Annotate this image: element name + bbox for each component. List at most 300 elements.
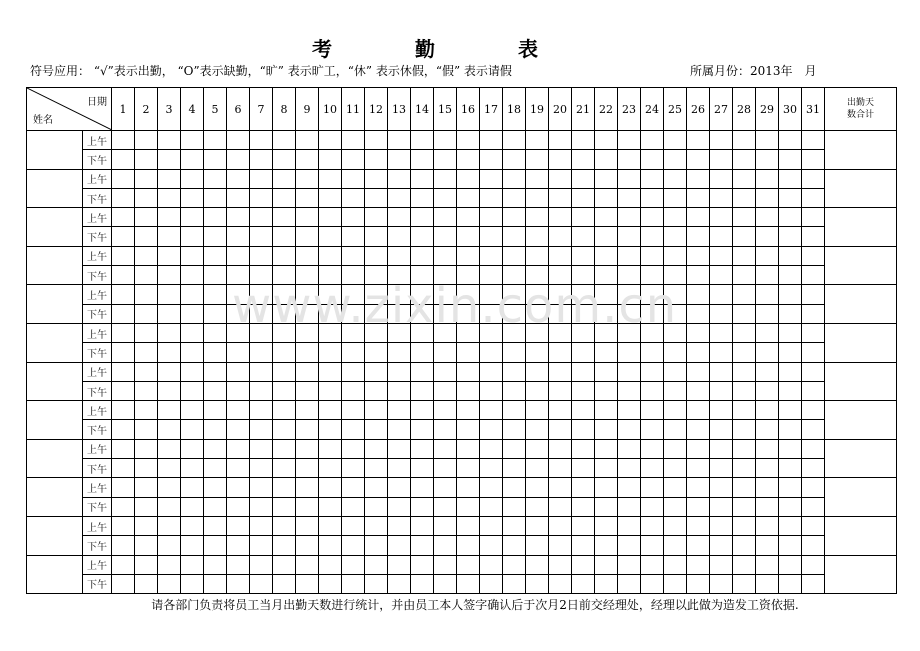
attendance-cell[interactable] (388, 536, 411, 555)
attendance-cell[interactable] (181, 420, 204, 439)
attendance-cell[interactable] (457, 343, 480, 362)
attendance-cell[interactable] (710, 497, 733, 516)
attendance-cell[interactable] (457, 516, 480, 535)
attendance-cell[interactable] (365, 439, 388, 458)
attendance-cell[interactable] (434, 439, 457, 458)
attendance-cell[interactable] (802, 150, 825, 169)
attendance-cell[interactable] (802, 574, 825, 593)
attendance-cell[interactable] (457, 323, 480, 342)
attendance-cell[interactable] (710, 266, 733, 285)
attendance-cell[interactable] (158, 304, 181, 323)
attendance-cell[interactable] (204, 246, 227, 265)
attendance-cell[interactable] (779, 304, 802, 323)
attendance-cell[interactable] (273, 555, 296, 574)
attendance-cell[interactable] (227, 439, 250, 458)
attendance-cell[interactable] (388, 420, 411, 439)
attendance-cell[interactable] (664, 555, 687, 574)
attendance-cell[interactable] (549, 574, 572, 593)
attendance-cell[interactable] (342, 343, 365, 362)
attendance-cell[interactable] (204, 343, 227, 362)
attendance-cell[interactable] (572, 439, 595, 458)
attendance-cell[interactable] (618, 150, 641, 169)
attendance-cell[interactable] (572, 304, 595, 323)
attendance-cell[interactable] (250, 169, 273, 188)
attendance-cell[interactable] (572, 208, 595, 227)
attendance-cell[interactable] (319, 323, 342, 342)
attendance-cell[interactable] (618, 478, 641, 497)
attendance-cell[interactable] (480, 516, 503, 535)
attendance-cell[interactable] (572, 266, 595, 285)
attendance-cell[interactable] (549, 401, 572, 420)
attendance-cell[interactable] (779, 150, 802, 169)
attendance-cell[interactable] (664, 323, 687, 342)
attendance-cell[interactable] (296, 381, 319, 400)
attendance-cell[interactable] (457, 401, 480, 420)
attendance-cell[interactable] (779, 381, 802, 400)
attendance-cell[interactable] (227, 188, 250, 207)
attendance-cell[interactable] (434, 459, 457, 478)
attendance-cell[interactable] (342, 246, 365, 265)
attendance-cell[interactable] (227, 381, 250, 400)
attendance-cell[interactable] (687, 169, 710, 188)
attendance-cell[interactable] (342, 150, 365, 169)
attendance-cell[interactable] (779, 131, 802, 150)
attendance-cell[interactable] (733, 478, 756, 497)
attendance-cell[interactable] (595, 208, 618, 227)
attendance-cell[interactable] (710, 246, 733, 265)
attendance-cell[interactable] (779, 188, 802, 207)
attendance-cell[interactable] (204, 266, 227, 285)
attendance-cell[interactable] (572, 497, 595, 516)
attendance-cell[interactable] (250, 381, 273, 400)
attendance-cell[interactable] (641, 188, 664, 207)
attendance-cell[interactable] (756, 362, 779, 381)
attendance-cell[interactable] (526, 285, 549, 304)
attendance-cell[interactable] (434, 150, 457, 169)
attendance-cell[interactable] (756, 420, 779, 439)
attendance-cell[interactable] (687, 266, 710, 285)
attendance-cell[interactable] (549, 246, 572, 265)
attendance-cell[interactable] (135, 420, 158, 439)
attendance-cell[interactable] (434, 188, 457, 207)
attendance-cell[interactable] (526, 459, 549, 478)
attendance-cell[interactable] (549, 323, 572, 342)
attendance-cell[interactable] (342, 169, 365, 188)
attendance-cell[interactable] (204, 208, 227, 227)
employee-name-cell[interactable] (27, 401, 83, 440)
attendance-cell[interactable] (388, 574, 411, 593)
attendance-cell[interactable] (595, 169, 618, 188)
attendance-cell[interactable] (227, 131, 250, 150)
attendance-cell[interactable] (319, 266, 342, 285)
attendance-cell[interactable] (664, 266, 687, 285)
attendance-cell[interactable] (388, 208, 411, 227)
attendance-cell[interactable] (549, 516, 572, 535)
attendance-cell[interactable] (319, 478, 342, 497)
attendance-cell[interactable] (411, 516, 434, 535)
employee-name-cell[interactable] (27, 362, 83, 401)
attendance-cell[interactable] (549, 150, 572, 169)
attendance-cell[interactable] (756, 381, 779, 400)
attendance-cell[interactable] (158, 439, 181, 458)
attendance-cell[interactable] (756, 150, 779, 169)
attendance-cell[interactable] (342, 478, 365, 497)
attendance-cell[interactable] (411, 362, 434, 381)
attendance-cell[interactable] (181, 459, 204, 478)
attendance-cell[interactable] (411, 150, 434, 169)
attendance-cell[interactable] (319, 304, 342, 323)
attendance-cell[interactable] (204, 150, 227, 169)
attendance-cell[interactable] (181, 401, 204, 420)
attendance-cell[interactable] (296, 266, 319, 285)
attendance-cell[interactable] (572, 420, 595, 439)
attendance-cell[interactable] (687, 420, 710, 439)
attendance-cell[interactable] (135, 169, 158, 188)
attendance-cell[interactable] (434, 362, 457, 381)
attendance-cell[interactable] (342, 227, 365, 246)
attendance-cell[interactable] (618, 227, 641, 246)
attendance-cell[interactable] (664, 227, 687, 246)
total-days-cell[interactable] (825, 285, 897, 324)
attendance-cell[interactable] (641, 323, 664, 342)
attendance-cell[interactable] (227, 420, 250, 439)
attendance-cell[interactable] (250, 555, 273, 574)
attendance-cell[interactable] (802, 266, 825, 285)
attendance-cell[interactable] (687, 362, 710, 381)
attendance-cell[interactable] (135, 555, 158, 574)
attendance-cell[interactable] (503, 169, 526, 188)
attendance-cell[interactable] (204, 285, 227, 304)
attendance-cell[interactable] (733, 459, 756, 478)
attendance-cell[interactable] (250, 459, 273, 478)
attendance-cell[interactable] (319, 227, 342, 246)
attendance-cell[interactable] (411, 420, 434, 439)
attendance-cell[interactable] (204, 574, 227, 593)
attendance-cell[interactable] (227, 555, 250, 574)
attendance-cell[interactable] (365, 478, 388, 497)
attendance-cell[interactable] (802, 131, 825, 150)
attendance-cell[interactable] (595, 478, 618, 497)
attendance-cell[interactable] (572, 401, 595, 420)
attendance-cell[interactable] (273, 401, 296, 420)
attendance-cell[interactable] (733, 343, 756, 362)
attendance-cell[interactable] (687, 227, 710, 246)
attendance-cell[interactable] (595, 420, 618, 439)
attendance-cell[interactable] (227, 497, 250, 516)
attendance-cell[interactable] (135, 227, 158, 246)
attendance-cell[interactable] (135, 343, 158, 362)
attendance-cell[interactable] (158, 227, 181, 246)
attendance-cell[interactable] (365, 285, 388, 304)
attendance-cell[interactable] (641, 362, 664, 381)
attendance-cell[interactable] (227, 516, 250, 535)
attendance-cell[interactable] (526, 439, 549, 458)
attendance-cell[interactable] (595, 401, 618, 420)
attendance-cell[interactable] (480, 478, 503, 497)
attendance-cell[interactable] (158, 420, 181, 439)
attendance-cell[interactable] (618, 266, 641, 285)
attendance-cell[interactable] (181, 208, 204, 227)
attendance-cell[interactable] (227, 478, 250, 497)
attendance-cell[interactable] (503, 266, 526, 285)
total-days-cell[interactable] (825, 555, 897, 594)
attendance-cell[interactable] (342, 285, 365, 304)
attendance-cell[interactable] (779, 401, 802, 420)
attendance-cell[interactable] (618, 381, 641, 400)
attendance-cell[interactable] (779, 266, 802, 285)
attendance-cell[interactable] (549, 362, 572, 381)
attendance-cell[interactable] (802, 285, 825, 304)
attendance-cell[interactable] (158, 343, 181, 362)
attendance-cell[interactable] (480, 208, 503, 227)
attendance-cell[interactable] (756, 439, 779, 458)
attendance-cell[interactable] (595, 343, 618, 362)
attendance-cell[interactable] (342, 516, 365, 535)
attendance-cell[interactable] (112, 169, 135, 188)
attendance-cell[interactable] (273, 420, 296, 439)
attendance-cell[interactable] (296, 574, 319, 593)
attendance-cell[interactable] (641, 401, 664, 420)
employee-name-cell[interactable] (27, 516, 83, 555)
attendance-cell[interactable] (802, 478, 825, 497)
attendance-cell[interactable] (204, 188, 227, 207)
attendance-cell[interactable] (641, 497, 664, 516)
employee-name-cell[interactable] (27, 208, 83, 247)
attendance-cell[interactable] (112, 246, 135, 265)
attendance-cell[interactable] (204, 478, 227, 497)
attendance-cell[interactable] (572, 188, 595, 207)
attendance-cell[interactable] (365, 266, 388, 285)
attendance-cell[interactable] (434, 246, 457, 265)
attendance-cell[interactable] (365, 169, 388, 188)
attendance-cell[interactable] (181, 536, 204, 555)
attendance-cell[interactable] (641, 227, 664, 246)
attendance-cell[interactable] (641, 478, 664, 497)
attendance-cell[interactable] (526, 131, 549, 150)
attendance-cell[interactable] (733, 266, 756, 285)
attendance-cell[interactable] (618, 362, 641, 381)
attendance-cell[interactable] (158, 574, 181, 593)
attendance-cell[interactable] (365, 323, 388, 342)
attendance-cell[interactable] (158, 323, 181, 342)
attendance-cell[interactable] (388, 555, 411, 574)
attendance-cell[interactable] (365, 131, 388, 150)
attendance-cell[interactable] (526, 574, 549, 593)
attendance-cell[interactable] (802, 536, 825, 555)
attendance-cell[interactable] (457, 304, 480, 323)
attendance-cell[interactable] (273, 246, 296, 265)
attendance-cell[interactable] (457, 574, 480, 593)
attendance-cell[interactable] (526, 401, 549, 420)
attendance-cell[interactable] (526, 555, 549, 574)
attendance-cell[interactable] (710, 362, 733, 381)
attendance-cell[interactable] (549, 497, 572, 516)
attendance-cell[interactable] (641, 574, 664, 593)
attendance-cell[interactable] (411, 246, 434, 265)
attendance-cell[interactable] (227, 401, 250, 420)
attendance-cell[interactable] (503, 478, 526, 497)
attendance-cell[interactable] (549, 208, 572, 227)
attendance-cell[interactable] (388, 478, 411, 497)
attendance-cell[interactable] (549, 536, 572, 555)
attendance-cell[interactable] (733, 555, 756, 574)
attendance-cell[interactable] (296, 304, 319, 323)
attendance-cell[interactable] (411, 536, 434, 555)
attendance-cell[interactable] (411, 459, 434, 478)
attendance-cell[interactable] (388, 188, 411, 207)
attendance-cell[interactable] (411, 188, 434, 207)
attendance-cell[interactable] (112, 401, 135, 420)
attendance-cell[interactable] (480, 150, 503, 169)
attendance-cell[interactable] (319, 459, 342, 478)
total-days-cell[interactable] (825, 131, 897, 170)
attendance-cell[interactable] (273, 478, 296, 497)
attendance-cell[interactable] (618, 131, 641, 150)
attendance-cell[interactable] (756, 188, 779, 207)
attendance-cell[interactable] (802, 227, 825, 246)
attendance-cell[interactable] (204, 169, 227, 188)
attendance-cell[interactable] (112, 323, 135, 342)
attendance-cell[interactable] (250, 362, 273, 381)
attendance-cell[interactable] (434, 497, 457, 516)
attendance-cell[interactable] (434, 536, 457, 555)
attendance-cell[interactable] (181, 555, 204, 574)
attendance-cell[interactable] (273, 227, 296, 246)
total-days-cell[interactable] (825, 246, 897, 285)
attendance-cell[interactable] (181, 497, 204, 516)
attendance-cell[interactable] (756, 478, 779, 497)
attendance-cell[interactable] (572, 131, 595, 150)
attendance-cell[interactable] (733, 401, 756, 420)
attendance-cell[interactable] (319, 246, 342, 265)
attendance-cell[interactable] (434, 516, 457, 535)
attendance-cell[interactable] (411, 304, 434, 323)
attendance-cell[interactable] (112, 459, 135, 478)
attendance-cell[interactable] (434, 169, 457, 188)
attendance-cell[interactable] (710, 478, 733, 497)
attendance-cell[interactable] (549, 439, 572, 458)
attendance-cell[interactable] (457, 169, 480, 188)
attendance-cell[interactable] (710, 439, 733, 458)
attendance-cell[interactable] (273, 574, 296, 593)
attendance-cell[interactable] (664, 574, 687, 593)
attendance-cell[interactable] (457, 381, 480, 400)
attendance-cell[interactable] (457, 459, 480, 478)
attendance-cell[interactable] (434, 381, 457, 400)
attendance-cell[interactable] (181, 439, 204, 458)
attendance-cell[interactable] (503, 188, 526, 207)
attendance-cell[interactable] (227, 459, 250, 478)
attendance-cell[interactable] (388, 401, 411, 420)
attendance-cell[interactable] (618, 574, 641, 593)
attendance-cell[interactable] (319, 401, 342, 420)
attendance-cell[interactable] (296, 516, 319, 535)
attendance-cell[interactable] (480, 439, 503, 458)
attendance-cell[interactable] (319, 285, 342, 304)
attendance-cell[interactable] (296, 478, 319, 497)
attendance-cell[interactable] (342, 304, 365, 323)
attendance-cell[interactable] (733, 227, 756, 246)
attendance-cell[interactable] (273, 497, 296, 516)
attendance-cell[interactable] (802, 439, 825, 458)
attendance-cell[interactable] (710, 188, 733, 207)
attendance-cell[interactable] (296, 150, 319, 169)
attendance-cell[interactable] (411, 343, 434, 362)
attendance-cell[interactable] (135, 285, 158, 304)
attendance-cell[interactable] (365, 227, 388, 246)
attendance-cell[interactable] (158, 536, 181, 555)
attendance-cell[interactable] (572, 536, 595, 555)
attendance-cell[interactable] (549, 304, 572, 323)
attendance-cell[interactable] (480, 401, 503, 420)
attendance-cell[interactable] (526, 381, 549, 400)
attendance-cell[interactable] (572, 323, 595, 342)
attendance-cell[interactable] (618, 555, 641, 574)
attendance-cell[interactable] (204, 536, 227, 555)
attendance-cell[interactable] (204, 227, 227, 246)
attendance-cell[interactable] (112, 227, 135, 246)
attendance-cell[interactable] (158, 169, 181, 188)
attendance-cell[interactable] (802, 304, 825, 323)
attendance-cell[interactable] (572, 246, 595, 265)
attendance-cell[interactable] (756, 304, 779, 323)
attendance-cell[interactable] (503, 574, 526, 593)
attendance-cell[interactable] (710, 516, 733, 535)
attendance-cell[interactable] (250, 304, 273, 323)
attendance-cell[interactable] (365, 459, 388, 478)
attendance-cell[interactable] (273, 516, 296, 535)
attendance-cell[interactable] (112, 285, 135, 304)
attendance-cell[interactable] (526, 362, 549, 381)
attendance-cell[interactable] (526, 497, 549, 516)
attendance-cell[interactable] (503, 381, 526, 400)
attendance-cell[interactable] (526, 150, 549, 169)
attendance-cell[interactable] (664, 285, 687, 304)
attendance-cell[interactable] (549, 420, 572, 439)
attendance-cell[interactable] (687, 381, 710, 400)
attendance-cell[interactable] (250, 131, 273, 150)
total-days-cell[interactable] (825, 401, 897, 440)
attendance-cell[interactable] (641, 285, 664, 304)
attendance-cell[interactable] (756, 227, 779, 246)
attendance-cell[interactable] (388, 323, 411, 342)
attendance-cell[interactable] (296, 497, 319, 516)
attendance-cell[interactable] (112, 439, 135, 458)
attendance-cell[interactable] (595, 516, 618, 535)
attendance-cell[interactable] (526, 420, 549, 439)
attendance-cell[interactable] (434, 208, 457, 227)
attendance-cell[interactable] (595, 536, 618, 555)
attendance-cell[interactable] (480, 381, 503, 400)
attendance-cell[interactable] (273, 131, 296, 150)
total-days-cell[interactable] (825, 516, 897, 555)
attendance-cell[interactable] (434, 131, 457, 150)
attendance-cell[interactable] (687, 497, 710, 516)
attendance-cell[interactable] (733, 536, 756, 555)
employee-name-cell[interactable] (27, 169, 83, 208)
attendance-cell[interactable] (779, 362, 802, 381)
attendance-cell[interactable] (687, 304, 710, 323)
attendance-cell[interactable] (480, 188, 503, 207)
attendance-cell[interactable] (181, 188, 204, 207)
attendance-cell[interactable] (296, 439, 319, 458)
attendance-cell[interactable] (388, 516, 411, 535)
attendance-cell[interactable] (411, 208, 434, 227)
attendance-cell[interactable] (779, 227, 802, 246)
attendance-cell[interactable] (112, 362, 135, 381)
attendance-cell[interactable] (250, 343, 273, 362)
attendance-cell[interactable] (756, 323, 779, 342)
